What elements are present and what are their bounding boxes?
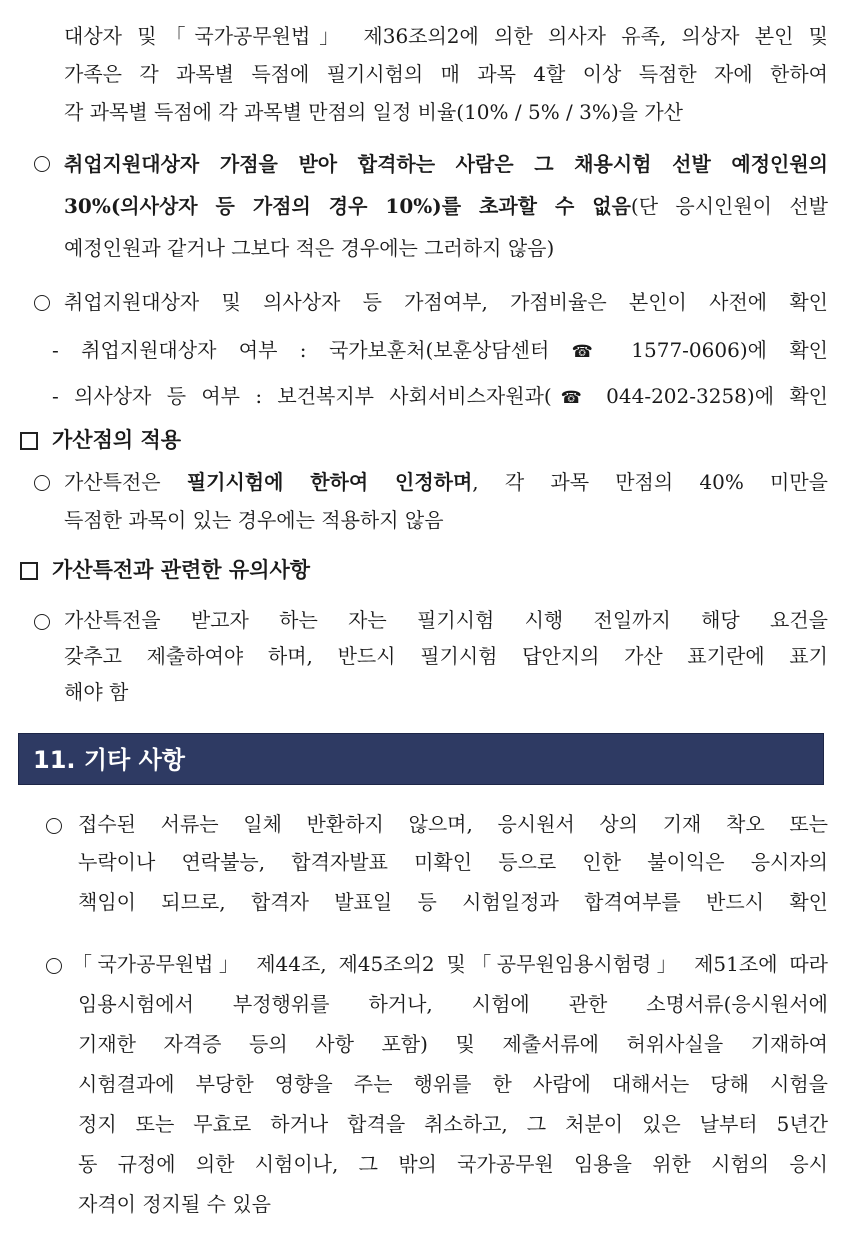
paragraph-line: 대상자 및「국가공무원법」 제36조의2에 의한 의사자 유족, 의상자 본인 및 (64, 24, 828, 48)
bullet-line: 기재한 자격증 등의 사항 포함) 및 제출서류에 허위사실을 기재하여 (78, 1032, 828, 1056)
dash-item-text: 044-202-3258)에 확인 (590, 384, 828, 408)
bullet-line: 「국가공무원법」 제44조, 제45조의2 및「공무원임용시험령」 제51조에 따라 (72, 952, 828, 976)
bullet-line: 임용시험에서 부정행위를 하거나, 시험에 관한 소명서류(응시원서에 (78, 992, 828, 1016)
section-title: 가산점의 적용 (52, 427, 182, 452)
bullet-line: 취업지원대상자 및 의사상자 등 가점여부, 가점비율은 본인이 사전에 확인 (64, 290, 828, 314)
paragraph-line: 가족은 각 과목별 득점에 필기시험의 매 과목 4할 이상 득점한 자에 한하여 (64, 62, 828, 86)
bullet-text: (단 응시인원이 선발 (630, 194, 828, 218)
bullet-circle-icon (46, 958, 62, 974)
bullet-text: 가산특전은 (64, 470, 187, 494)
phone-icon: ☎ (571, 342, 609, 362)
section-square-icon (20, 562, 38, 580)
bullet-line: 득점한 과목이 있는 경우에는 적용하지 않음 (64, 508, 444, 532)
bullet-line: 정지 또는 무효로 하거나 합격을 취소하고, 그 처분이 있은 날부터 5년간 (78, 1112, 828, 1136)
section-title: 가산특전과 관련한 유의사항 (52, 557, 311, 582)
bullet-circle-icon (34, 156, 50, 172)
bullet-line: 가산특전을 받고자 하는 자는 필기시험 시행 전일까지 해당 요건을 (64, 608, 828, 632)
bullet-line: 해야 함 (64, 680, 129, 704)
bullet-circle-icon (46, 818, 62, 834)
bullet-line (64, 192, 828, 220)
bullet-line: 누락이나 연락불능, 합격자발표 미확인 등으로 인한 불이익은 응시자의 (78, 850, 828, 874)
bullet-circle-icon (34, 295, 50, 311)
paragraph-line: 각 과목별 득점에 각 과목별 만점의 일정 비율(10% / 5% / 3%)을 가산 (64, 100, 684, 124)
bullet-line: 자격이 정지될 수 있음 (78, 1192, 271, 1216)
section-square-icon (20, 432, 38, 450)
dash-item-text: - 의사상자 등 여부 : 보건복지부 사회서비스자원과( (52, 384, 552, 408)
bullet-circle-icon (34, 475, 50, 491)
section-banner (18, 733, 824, 785)
dash-item-text: - 취업지원대상자 여부 : 국가보훈처(보훈상담센터 (52, 338, 572, 362)
bullet-line: 동 규정에 의한 시험이나, 그 밖의 국가공무원 임용을 위한 시험의 응시 (78, 1152, 828, 1176)
bullet-line (64, 468, 828, 496)
bullet-line: 갖추고 제출하여야 하며, 반드시 필기시험 답안지의 가산 표기란에 표기 (64, 644, 828, 668)
bold-phrase: 30%(의사상자 등 가점의 경우 10%)를 초과할 수 없음 (64, 194, 631, 218)
bullet-line: 책임이 되므로, 합격자 발표일 등 시험일정과 합격여부를 반드시 확인 (78, 890, 828, 914)
bullet-line: 시험결과에 부당한 영향을 주는 행위를 한 사람에 대해서는 당해 시험을 (78, 1072, 828, 1096)
dash-item (52, 382, 828, 412)
section-banner-title: 11. 기타 사항 (33, 746, 185, 774)
bullet-text: , 각 과목 만점의 40% 미만을 (472, 470, 828, 494)
bold-phrase: 필기시험에 한하여 인정하며 (186, 470, 473, 494)
bullet-line: 예정인원과 같거나 그보다 적은 경우에는 그러하지 않음) (64, 236, 555, 260)
bullet-line: 접수된 서류는 일체 반환하지 않으며, 응시원서 상의 기재 착오 또는 (78, 812, 828, 836)
dash-item (52, 336, 828, 366)
phone-icon: ☎ (551, 388, 591, 408)
dash-item-text: 1577-0606)에 확인 (608, 338, 828, 362)
bullet-line: 취업지원대상자 가점을 받아 합격하는 사람은 그 채용시험 선발 예정인원의 (64, 152, 828, 176)
bullet-circle-icon (34, 614, 50, 630)
